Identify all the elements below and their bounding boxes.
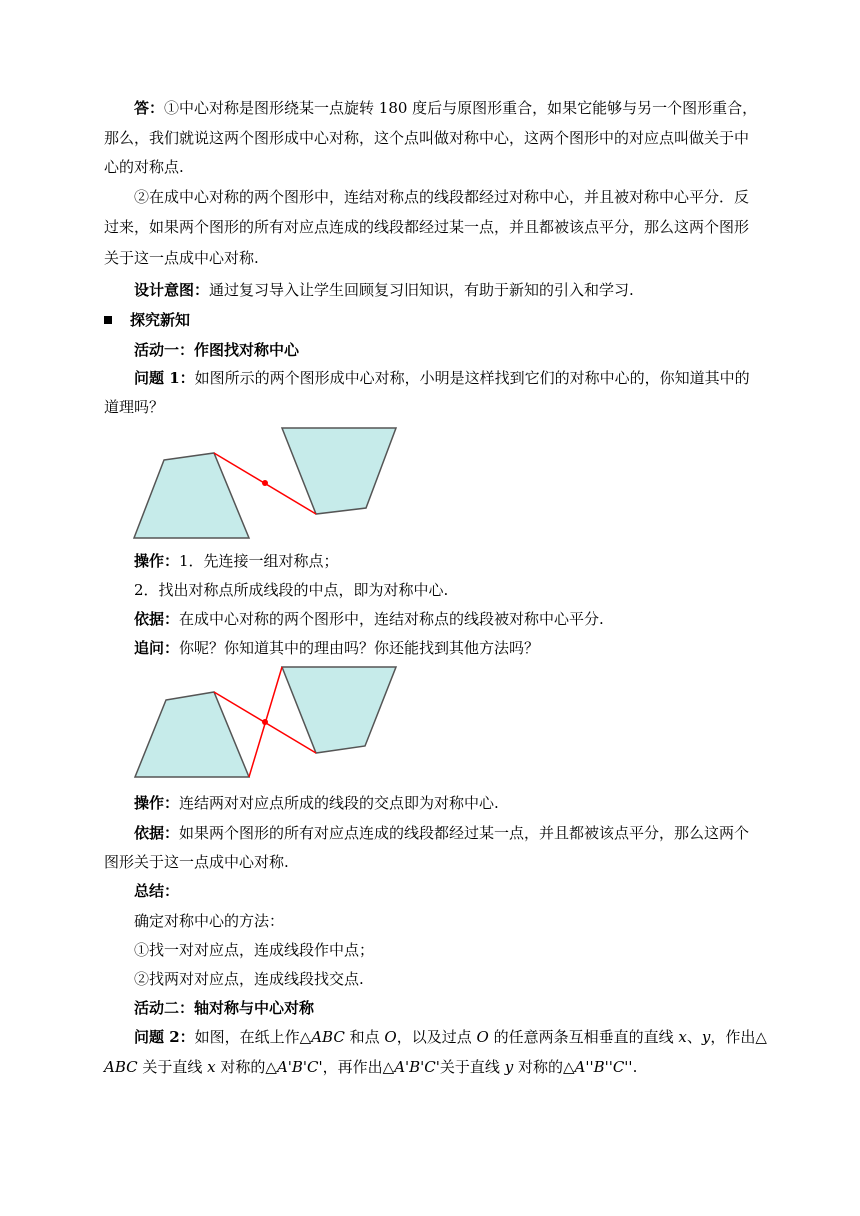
left-trapezoid-shape bbox=[135, 692, 249, 777]
basis2-line-2: 图形关于这一点成中心对称. bbox=[104, 853, 289, 871]
design-intent bbox=[134, 280, 764, 300]
q2-l2-triangle-double-prime: A''B''C'' bbox=[574, 1058, 633, 1076]
q2-l2-triangle-prime-2: A'B'C' bbox=[394, 1058, 440, 1076]
q2-l2-triangle-abc: ABC bbox=[104, 1058, 138, 1076]
q2-text-c: ，以及过点 bbox=[396, 1028, 477, 1046]
summary-item-1: ①找一对对应点，连成线段作中点； bbox=[134, 941, 375, 959]
question1-label: 问题 1： bbox=[134, 369, 195, 387]
q2-point-o: O bbox=[384, 1028, 397, 1046]
basis1-line bbox=[134, 609, 764, 629]
operation2-line bbox=[134, 793, 764, 813]
operation1-line-1 bbox=[134, 551, 764, 571]
design-text: 通过复习导入让学生回顾复习旧知识，有助于新知的引入和学习. bbox=[209, 281, 634, 299]
q2-l2-text-a: 关于直线 bbox=[137, 1058, 208, 1076]
q2-l2-text-c: ，再作出△ bbox=[322, 1058, 395, 1076]
followup-text: 你呢？你知道其中的理由吗？你还能找到其他方法吗？ bbox=[179, 639, 540, 657]
basis2-text-1: 如果两个图形的所有对应点连成的线段都经过某一点，并且都被该点平分，那么这两个 bbox=[179, 824, 750, 842]
q2-text-e: 、 bbox=[686, 1028, 702, 1046]
q2-l2-line-x: x bbox=[207, 1058, 216, 1076]
answer-text-1: ①中心对称是图形绕某一点旋转 180 度后与原图形重合，如果它能够与另一个图形重合， bbox=[164, 99, 758, 117]
question1-line-2: 道理吗？ bbox=[104, 398, 165, 416]
q2-l2-line-y: y bbox=[504, 1058, 514, 1076]
operation1-step-1: 1．先连接一组对称点； bbox=[179, 552, 339, 570]
q2-l2-text-e: 对称的△ bbox=[513, 1058, 575, 1076]
summary-label: 总结： bbox=[134, 882, 180, 900]
basis2-line-1 bbox=[134, 823, 764, 843]
followup-line bbox=[134, 638, 764, 658]
answer-line-6: 关于这一点成中心对称. bbox=[104, 249, 259, 267]
activity1-title: 活动一：作图找对称中心 bbox=[134, 341, 300, 359]
answer-label: 答： bbox=[134, 99, 165, 117]
q2-text-a: 如图，在纸上作△ bbox=[194, 1028, 312, 1046]
summary-intro: 确定对称中心的方法： bbox=[134, 912, 285, 930]
basis1-text: 在成中心对称的两个图形中，连结对称点的线段被对称中心平分. bbox=[179, 610, 604, 628]
q2-triangle-abc: ABC bbox=[311, 1028, 345, 1046]
q2-point-o-2: O bbox=[476, 1028, 489, 1046]
followup-label: 追问： bbox=[134, 639, 180, 657]
figure-intersection-method bbox=[128, 662, 404, 788]
answer-line-2: 那么，我们就说这两个图形成中心对称，这个点叫做对称中心，这两个图形中的对应点叫做关于中 bbox=[104, 129, 750, 147]
q2-line-x: x bbox=[678, 1028, 687, 1046]
figure-midpoint-method bbox=[128, 420, 404, 545]
q2-line-y: y bbox=[701, 1028, 711, 1046]
basis1-label: 依据： bbox=[134, 610, 180, 628]
question2-label: 问题 2： bbox=[134, 1028, 195, 1046]
question2-line-2 bbox=[104, 1057, 764, 1077]
right-trapezoid-shape bbox=[282, 667, 396, 753]
section-title: 探究新知 bbox=[130, 311, 191, 329]
center-point-dot bbox=[262, 480, 268, 486]
q2-l2-text-b: 对称的△ bbox=[215, 1058, 277, 1076]
operation2-label: 操作： bbox=[134, 794, 180, 812]
operation1-step-2: 2．找出对称点所成线段的中点，即为对称中心. bbox=[134, 581, 449, 599]
operation1-label: 操作： bbox=[134, 552, 180, 570]
answer-line-1 bbox=[134, 98, 764, 118]
right-trapezoid-shape bbox=[282, 428, 396, 514]
question1-text-1: 如图所示的两个图形成中心对称，小明是这样找到它们的对称中心的，你知道其中的 bbox=[194, 369, 750, 387]
answer-line-5: 过来，如果两个图形的所有对应点连成的线段都经过某一点，并且都被该点平分，那么这两个图形 bbox=[104, 218, 750, 236]
operation2-text: 连结两对对应点所成的线段的交点即为对称中心. bbox=[179, 794, 499, 812]
summary-item-2: ②找两对对应点，连成线段找交点. bbox=[134, 970, 364, 988]
answer-line-4: ②在成中心对称的两个图形中，连结对称点的线段都经过对称中心，并且被对称中心平分．反 bbox=[134, 188, 750, 206]
activity2-title: 活动二：轴对称与中心对称 bbox=[134, 999, 315, 1017]
q2-text-f: ，作出△ bbox=[710, 1028, 767, 1046]
q2-text-d: 的任意两条互相垂直的直线 bbox=[488, 1028, 679, 1046]
q2-l2-text-d: 关于直线 bbox=[439, 1058, 505, 1076]
section-heading bbox=[104, 310, 764, 330]
question2-line-1 bbox=[134, 1027, 767, 1047]
question1-line-1 bbox=[134, 368, 764, 388]
basis2-label: 依据： bbox=[134, 824, 180, 842]
q2-l2-text-f: . bbox=[632, 1058, 638, 1076]
q2-l2-triangle-prime: A'B'C' bbox=[276, 1058, 323, 1076]
design-label: 设计意图： bbox=[134, 281, 210, 299]
answer-line-3: 心的对称点. bbox=[104, 158, 184, 176]
q2-text-b: 和点 bbox=[344, 1028, 385, 1046]
intersection-point-dot bbox=[262, 719, 268, 725]
left-trapezoid-shape bbox=[134, 453, 249, 538]
square-bullet-icon bbox=[104, 316, 112, 324]
